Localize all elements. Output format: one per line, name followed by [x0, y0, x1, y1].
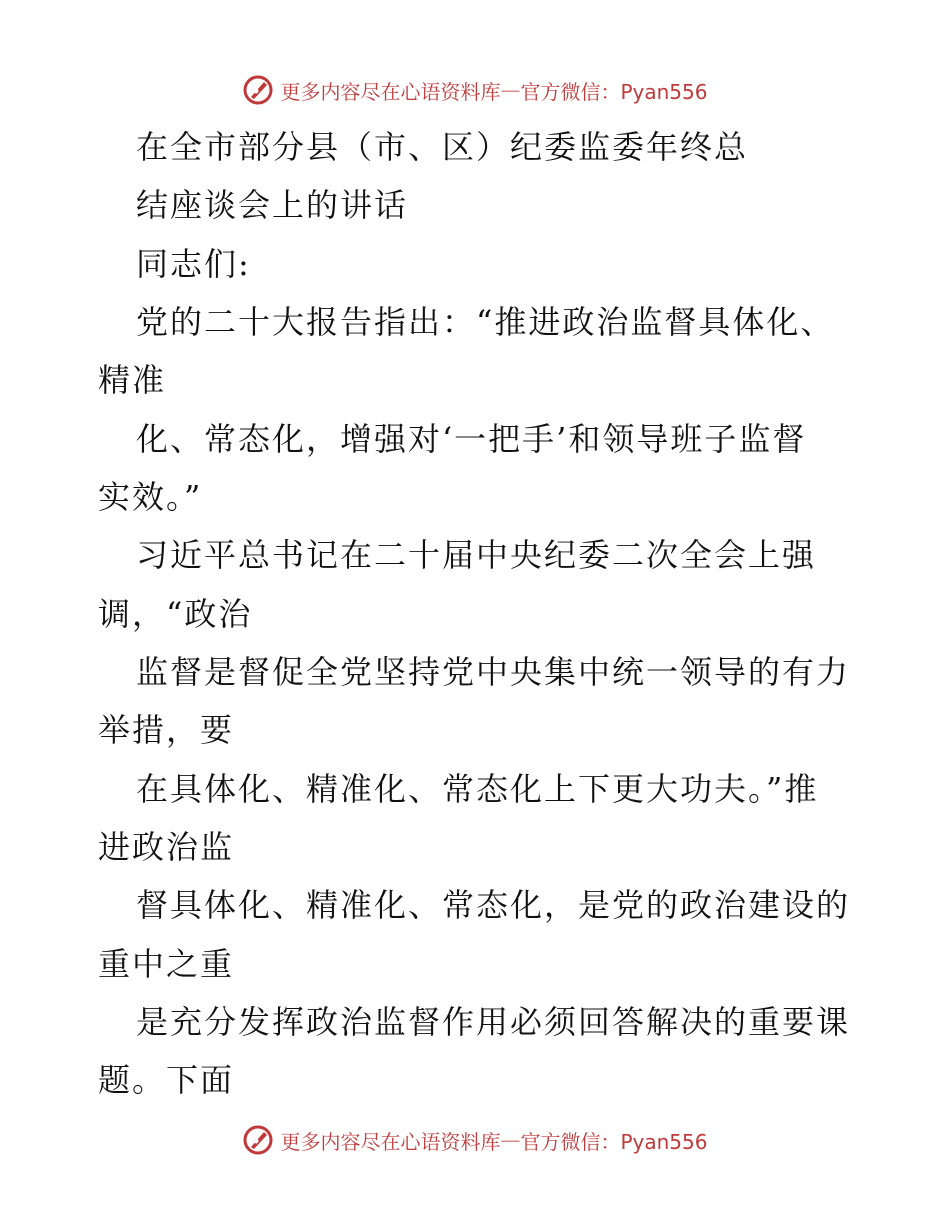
footer-watermark [0, 1120, 950, 1160]
title-line-2: 结座谈会上的讲话 [136, 186, 409, 224]
paragraph-line: 是充分发挥政治监督作用必须回答解决的重要课 [136, 1003, 851, 1041]
paragraph-line: 监督是督促全党坚持党中央集中统一领导的有力 [136, 653, 851, 691]
watermark-dash: — [500, 1128, 521, 1152]
paragraph-line: 督具体化、精准化、常态化，是党的政治建设的 [136, 886, 851, 924]
paragraph-line: 精准 [98, 361, 167, 399]
title-line-1: 在全市部分县（市、区）纪委监委年终总 [136, 128, 749, 166]
paragraph-line: 习近平总书记在二十届中央纪委二次全会上强 [136, 536, 817, 574]
watermark-suffix: 官方微信：Pyan556 [520, 1129, 708, 1154]
paragraph-line: 化、常态化，增强对‘一把手’和领导班子监督 [136, 420, 807, 458]
paragraph-line: 实效。” [98, 478, 203, 516]
paragraph-line: 重中之重 [98, 945, 235, 983]
watermark-dash: — [500, 78, 521, 102]
paragraph-line: 在具体化、精准化、常态化上下更大功夫。”推 [136, 770, 819, 808]
watermark-text: 更多内容尽在心语资料库 [280, 79, 501, 104]
watermark-text: 更多内容尽在心语资料库 [280, 1129, 501, 1154]
watermark-suffix: 官方微信：Pyan556 [520, 79, 708, 104]
salutation: 同志们: [136, 245, 251, 283]
paragraph-line: 党的二十大报告指出：“推进政治监督具体化、 [136, 303, 835, 341]
quill-logo-icon [242, 74, 274, 106]
paragraph-line: 题。下面 [98, 1061, 235, 1099]
quill-logo-icon [242, 1124, 274, 1156]
header-watermark [0, 70, 950, 110]
paragraph-line: 调，“政治 [98, 595, 253, 633]
paragraph-line: 举措，要 [98, 711, 235, 749]
paragraph-line: 进政治监 [98, 828, 235, 866]
